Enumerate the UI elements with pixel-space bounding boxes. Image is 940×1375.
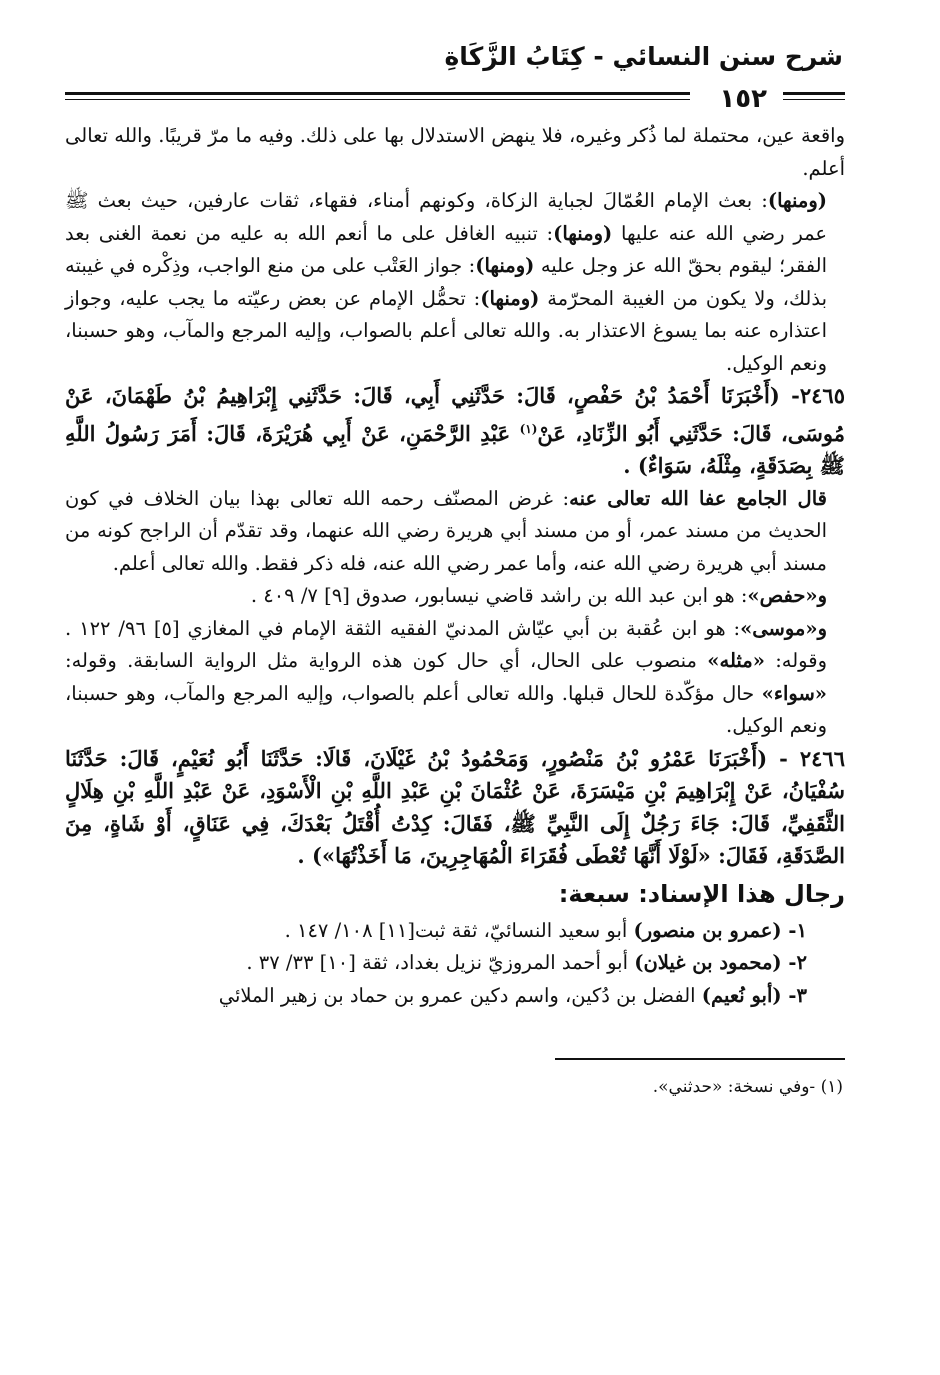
paragraph-hafs [65,580,845,613]
term-label: و«موسى» [740,616,827,640]
header-rule-long [65,92,690,100]
benefit-text: : تنبيه الغافل على ما أنعم الله به عليه من نعمة الغنى بعد الفقر؛ ليقوم بحقّ الله عز وجل عليه [65,221,827,277]
term-text: حال مؤكّدة للحال قبلها. والله تعالى أعلم بالصواب، وإليه المرجع والمآب، وهو حسبنا، ونعم الوكيل. [65,681,827,737]
hadith-2465 [65,380,845,483]
benefit-label: (ومنها) [767,189,827,212]
hadith-2466: ٢٤٦٦ - (أَخْبَرَنَا عَمْرُو بْنُ مَنْصُورٍ، وَمَحْمُودُ بْنُ غَيْلَانَ، قَالَا: حَدَّثَنَا أَبُو نُعَيْمٍ، قَالَ: حَدَّثَنَا سُفْيَانُ، عَنْ إِبْرَاهِيمَ بْنِ مَيْسَرَةَ، عَنْ عُثْمَانَ بْنِ عَبْدِ اللَّهِ بْنِ الْأَسْوَدِ، عَنْ عَبْدِ اللَّهِ بْنِ هِلَالٍ الثَّقَفِيِّ، قَالَ: جَاءَ رَجُلٌ إِلَى النَّبِيِّ ﷺ، فَقَالَ: كِدْتُ أُقْتَلُ بَعْدَكَ، فِي عَنَاقٍ، أَوْ شَاةٍ، مِنَ الصَّدَقَةِ، فَقَالَ: «لَوْلَا أَنَّهَا تُعْطَى فُقَرَاءَ الْمُهَاجِرِينَ، مَا أَخَذْتُهَا») . [65,745,845,868]
narrator-text: أبو سعيد النسائيّ، ثقة ثبت[١١] ١٠٨/ ١٤٧ . [284,918,634,942]
narrator-item [65,947,845,980]
narrator-name: ٣- (أبو نُعيم) [701,983,807,1007]
footnote: (١) -وفي نسخة: «حدثني». [652,1077,843,1097]
narrator-item [65,915,845,948]
footnote-marker[interactable]: (١) [519,421,538,436]
paragraph-musa [65,613,845,743]
narrator-name: ٢- (محمود بن غيلان) [634,951,807,974]
main-text [65,120,845,1012]
paragraph-benefits [65,185,845,380]
hadith-text: ٢٤٦٥- (أَخْبَرَنَا أَحْمَدُ بْنُ حَفْصٍ، قَالَ: حَدَّثَنِي أَبِي، قَالَ: حَدَّثَنِي إِبْرَاهِيمُ بْنُ طَهْمَانَ، عَنْ مُوسَى، قَالَ: حَدَّثَنِي أَبُو الزِّنَادِ، عَنْ [65,383,845,446]
benefit-label: (ومنها) [553,221,613,245]
narrator-name: ١- (عمرو بن منصور) [633,918,807,942]
paragraph-commentary [65,483,845,581]
running-title: شرح سنن النسائي - كِتَابُ الزَّكَاةِ [444,42,843,71]
term-label: «مثله» [707,649,765,672]
header-rule [65,80,845,120]
term-label: و«حفص» [747,584,827,607]
narrator-text: أبو أحمد المروزيّ نزيل بغداد، ثقة [١٠] ٣٣/ ٣٧ . [246,951,635,974]
term-text: : هو ابن عبد الله بن راشد قاضي نيسابور، صدوق [٩] ٧/ ٤٠٩ . [250,584,748,607]
term-text: : هو ابن عُقبة بن أبي عيّاش المدنيّ الفقيه الثقة الإمام في المغازي [٥] ٩٦/ ١٢٢ . وقوله: [65,616,827,672]
benefit-text: : جواز العَتْب على من منع الواجب، وذِكْره في غيبته بذلك، ولا يكون من الغيبة المحرّمة [65,254,827,310]
term-label: «سواء» [761,681,827,705]
benefit-label: (ومنها) [475,254,535,277]
benefit-text: : تحمُّل الإمام عن بعض رعيّته ما يجب عليه، وجواز اعتذاره عنه بما يسوغ الاعتذار به. والله تعالى أعلم بالصواب، وإليه المرجع والمآب، وهو حسبنا، ونعم الوكيل. [65,286,827,375]
footnote-divider [555,1058,845,1060]
hadith-text: عَبْدِ الرَّحْمَنِ، عَنْ أَبِي هُرَيْرَةَ، قَالَ: أَمَرَ رَسُولُ اللَّهِ ﷺ بِصَدَقَةٍ، مِثْلَهُ، سَوَاءٌ) . [65,420,845,478]
paragraph-continuation: واقعة عين، محتملة لما ذُكر وغيره، فلا ينهض الاستدلال بها على ذلك. وفيه ما مرّ قريبًا. والله تعالى أعلم. [65,124,845,180]
header-rule-short [783,92,845,100]
benefit-label: (ومنها) [480,286,540,310]
book-page [65,40,845,1100]
commentary-text: : غرض المصنّف رحمه الله تعالى بهذا بيان الخلاف في كون الحديث من مسند عمر، أو من مسند أبي هريرة رضي الله عنهما، وقد تقدّم أن الراجح كونه من مسند أبي هريرة رضي الله عنه، وأما عمر رضي الله عنه، فله ذكر فقط. والله تعالى أعلم. [65,486,827,575]
narrator-item [65,980,845,1013]
benefit-text: : بعث الإمام العُمّالَ لجباية الزكاة، وكونهم أمناء، فقهاء، ثقات عارفين، حيث بعث ﷺ عمر رضي الله عنه عليها [65,189,827,245]
page-number: ١٥٢ [719,84,767,114]
narrator-text: الفضل بن دُكين، واسم دكين عمرو بن حماد بن زهير الملائي [218,983,702,1007]
commentary-label: قال الجامع عفا الله تعالى عنه [569,486,827,510]
section-heading-narrators: رجال هذا الإسناد: سبعة: [558,879,845,908]
term-text: منصوب على الحال، أي حال كون هذه الرواية مثل الرواية السابقة. وقوله: [65,649,708,672]
